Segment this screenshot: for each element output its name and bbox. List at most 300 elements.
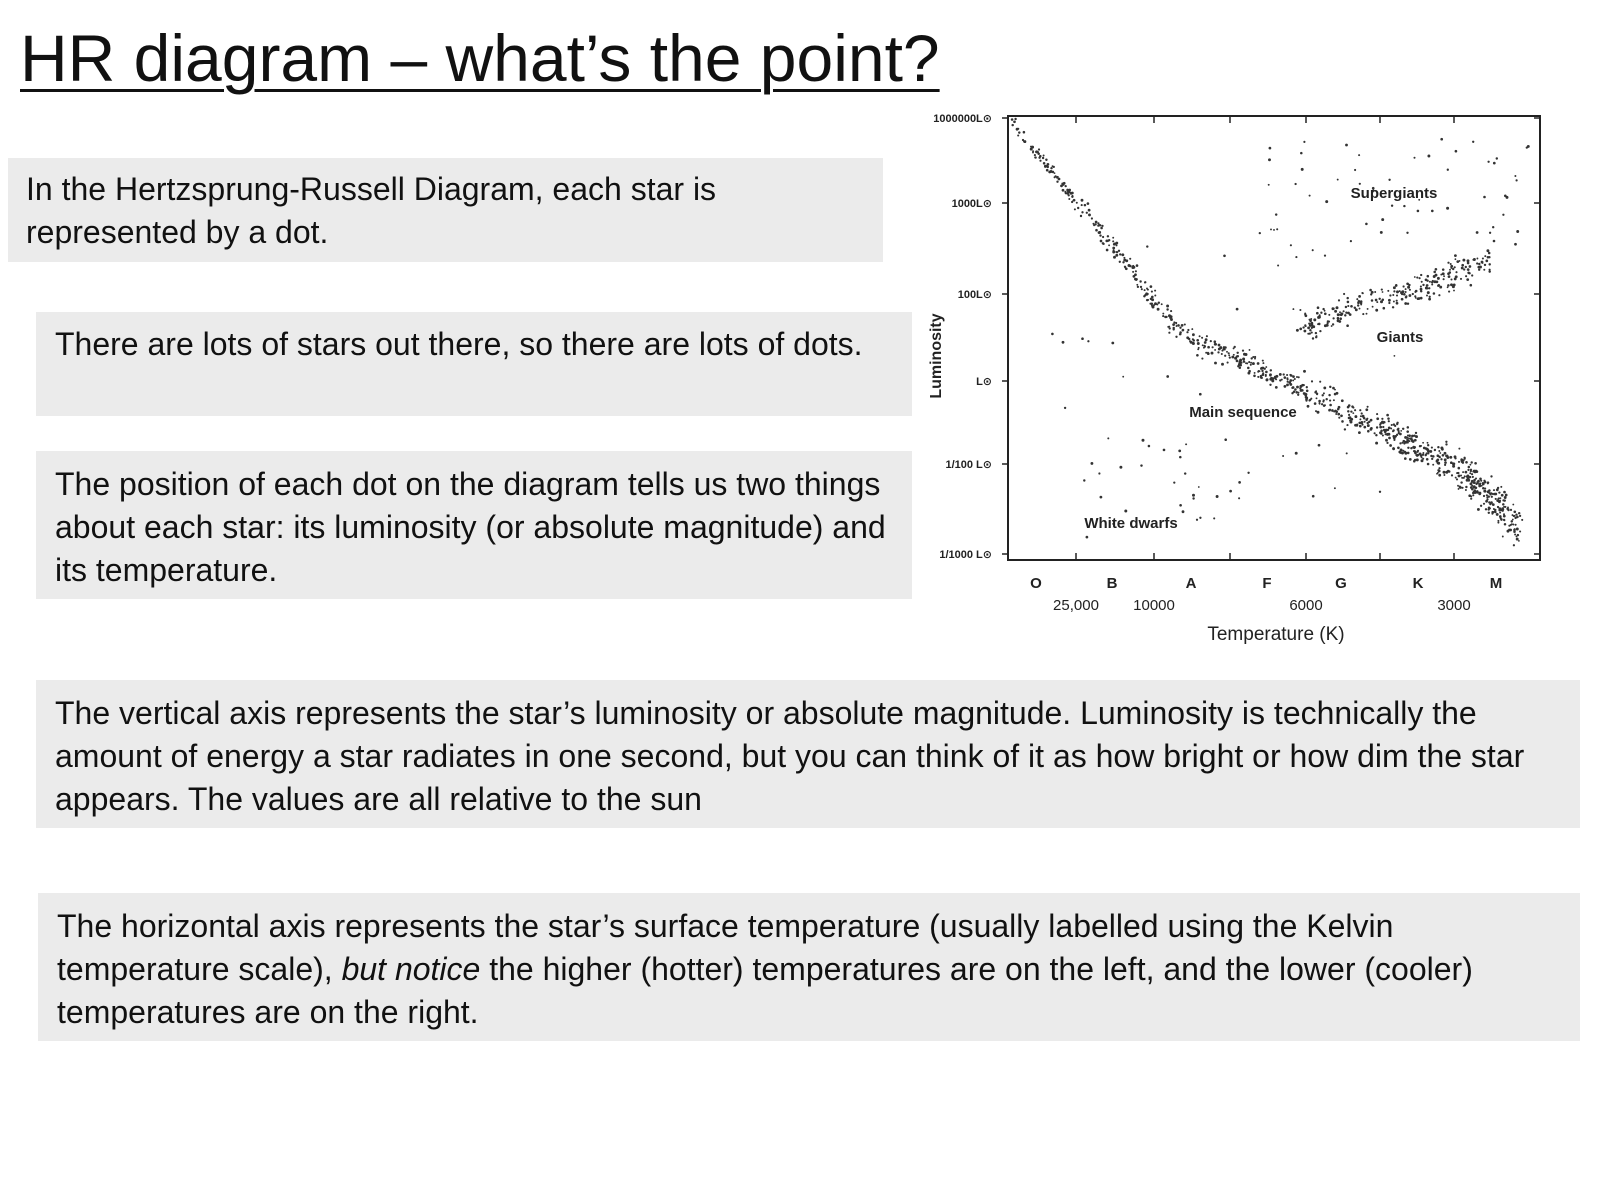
star-dot: [1318, 316, 1321, 319]
star-dot: [1146, 299, 1148, 301]
star-dot: [1066, 192, 1069, 195]
star-dot: [1500, 486, 1502, 488]
star-dot: [1427, 442, 1429, 444]
star-dot: [1412, 293, 1414, 295]
star-dot: [1379, 424, 1381, 426]
star-dot: [1487, 161, 1489, 163]
star-dot: [1151, 291, 1153, 293]
star-dot: [1458, 448, 1460, 450]
star-dot: [1420, 285, 1422, 287]
star-dot: [1483, 196, 1486, 199]
star-dot: [1509, 529, 1512, 532]
star-dot: [1087, 340, 1089, 342]
star-dot: [1488, 252, 1491, 255]
star-dot: [1481, 261, 1484, 264]
star-dot: [1311, 332, 1313, 334]
star-dot: [1358, 431, 1361, 434]
text-box-vertical-axis-text: The vertical axis represents the star’s luminosity or absolute magnitude. Luminosity is technically the amount of energy a star radiates in one second, but you can think of it as how bright or how dim the star appears. The values are all relative to the sun: [55, 695, 1525, 817]
horizontal-axis-text-emphasis: but notice: [341, 951, 481, 987]
star-dot: [1513, 529, 1516, 532]
star-dot: [1148, 445, 1151, 448]
star-dot: [1305, 400, 1307, 402]
star-dot: [1347, 305, 1349, 307]
star-dot: [1462, 259, 1465, 262]
star-dot: [1221, 350, 1223, 352]
star-dot: [1282, 455, 1284, 457]
star-dot: [1161, 303, 1163, 305]
star-dot: [1465, 486, 1467, 488]
star-dot: [1484, 487, 1486, 489]
star-dot: [1465, 489, 1467, 491]
star-dot: [1454, 254, 1457, 257]
star-dot: [1324, 404, 1326, 406]
star-dot: [1294, 183, 1296, 185]
star-dot: [1458, 488, 1460, 490]
star-dot: [1438, 450, 1440, 452]
star-dot: [1343, 310, 1345, 312]
text-box-horizontal-axis-text: [57, 905, 1561, 1034]
star-dot: [1274, 377, 1276, 379]
star-dot: [1422, 454, 1424, 456]
star-dot: [1515, 179, 1517, 181]
star-dot: [1382, 426, 1384, 428]
star-dot: [1462, 471, 1464, 473]
star-dot: [1191, 328, 1193, 330]
star-dot: [1375, 434, 1377, 436]
star-dot: [1320, 312, 1322, 314]
star-dot: [1496, 488, 1499, 491]
x-spectral-class-label: A: [1185, 575, 1197, 592]
star-dot: [1445, 441, 1447, 443]
star-dot: [1179, 327, 1181, 329]
star-dot: [1440, 274, 1442, 276]
star-dot: [1236, 308, 1239, 311]
star-dot: [1502, 510, 1504, 512]
star-dot: [1375, 442, 1378, 445]
star-dot: [1173, 321, 1175, 323]
star-dot: [1460, 278, 1462, 280]
x-spectral-class-label: O: [1030, 575, 1042, 592]
star-dot: [1437, 454, 1440, 457]
star-dot: [1467, 272, 1470, 275]
star-dot: [1502, 499, 1504, 501]
star-dot: [1294, 388, 1297, 391]
star-dot: [1099, 234, 1101, 236]
star-dot: [1450, 265, 1453, 268]
star-dot: [1192, 497, 1194, 499]
star-dot: [1448, 275, 1451, 278]
star-dot: [1442, 454, 1445, 457]
star-dot: [1337, 319, 1340, 322]
star-dot: [1275, 386, 1278, 389]
star-dot: [1068, 189, 1071, 192]
y-tick-label: 1/100 L⊙: [945, 459, 992, 471]
star-dot: [1472, 259, 1474, 261]
star-dot: [1407, 447, 1409, 449]
star-dot: [1123, 259, 1126, 262]
star-dot: [1192, 342, 1195, 345]
star-dot: [1367, 424, 1370, 427]
star-dot: [1427, 449, 1429, 451]
star-dot: [1393, 290, 1395, 292]
star-dot: [1409, 440, 1411, 442]
star-dot: [1346, 452, 1348, 454]
star-dot: [1254, 372, 1256, 374]
star-dot: [1431, 283, 1433, 285]
star-dot: [1356, 423, 1358, 425]
star-dot: [1431, 458, 1433, 460]
star-dot: [1294, 378, 1296, 380]
star-dot: [1499, 515, 1502, 518]
star-dot: [1439, 452, 1441, 454]
star-dot: [1286, 383, 1289, 386]
star-dot: [1207, 352, 1209, 354]
star-dot: [1454, 266, 1456, 268]
star-dot: [1264, 368, 1266, 370]
star-dot: [1179, 504, 1182, 507]
star-dot: [1206, 335, 1208, 337]
star-dot: [1223, 346, 1225, 348]
star-dot: [1388, 179, 1390, 181]
star-dot: [1052, 165, 1054, 167]
star-dot: [1415, 290, 1418, 293]
star-dot: [1370, 428, 1373, 431]
star-dot: [1515, 524, 1517, 526]
star-dot: [1489, 507, 1491, 509]
star-dot: [1515, 513, 1517, 515]
star-dot: [1214, 340, 1217, 343]
star-dot: [1417, 210, 1420, 213]
star-dot: [1344, 428, 1346, 430]
hr-diagram: [928, 108, 1580, 668]
star-dot: [1337, 317, 1340, 320]
star-dot: [1447, 284, 1450, 287]
star-dot: [1471, 461, 1473, 463]
star-dot: [1034, 154, 1036, 156]
star-dot: [1350, 418, 1353, 421]
star-dot: [1438, 284, 1441, 287]
star-dot: [1269, 147, 1272, 150]
star-dot: [1011, 118, 1014, 121]
star-dot: [1262, 373, 1265, 376]
star-dot: [1303, 384, 1305, 386]
star-dot: [1070, 192, 1073, 195]
star-dot: [1347, 301, 1350, 304]
star-dot: [1450, 283, 1453, 286]
star-dot: [1456, 478, 1458, 480]
star-dot: [1421, 281, 1423, 283]
star-dot: [1358, 154, 1360, 156]
star-dot: [1396, 290, 1399, 293]
star-dot: [1170, 310, 1172, 312]
star-dot: [1287, 381, 1289, 383]
star-dot: [1054, 172, 1056, 174]
star-dot: [1444, 452, 1447, 455]
star-dot: [1207, 346, 1210, 349]
star-dot: [1341, 399, 1344, 402]
star-dot: [1231, 356, 1234, 359]
star-dot: [1036, 151, 1039, 154]
star-dot: [1307, 327, 1310, 330]
star-dot: [1081, 211, 1083, 213]
star-dot: [1415, 432, 1417, 434]
star-dot: [1483, 503, 1485, 505]
star-dot: [1321, 403, 1323, 405]
star-dot: [1260, 376, 1263, 379]
star-dot: [1387, 417, 1390, 420]
star-dot: [1472, 492, 1474, 494]
star-dot: [1514, 534, 1516, 536]
star-dot: [1111, 342, 1114, 345]
star-dot: [1365, 408, 1368, 411]
star-dot: [1252, 356, 1254, 358]
star-dot: [1205, 352, 1207, 354]
star-dot: [1382, 422, 1384, 424]
star-dot: [1379, 426, 1382, 429]
star-dot: [1476, 262, 1478, 264]
star-dot: [1354, 169, 1356, 171]
star-dot: [1173, 481, 1175, 483]
star-dot: [1125, 267, 1128, 270]
y-tick-label: 100L⊙: [957, 289, 992, 301]
star-dot: [1459, 260, 1461, 262]
star-dot: [1478, 263, 1480, 265]
star-dot: [1224, 355, 1226, 357]
star-dot: [1307, 333, 1309, 335]
star-dot: [1325, 325, 1327, 327]
star-dot: [1482, 257, 1484, 259]
star-dot: [1084, 204, 1087, 207]
y-tick-label: 1000L⊙: [951, 198, 992, 210]
star-dot: [1444, 464, 1446, 466]
star-dot: [1386, 433, 1388, 435]
star-dot: [1108, 244, 1110, 246]
star-dot: [1355, 308, 1358, 311]
star-dot: [1455, 275, 1458, 278]
star-dot: [1488, 489, 1491, 492]
star-dot: [1339, 311, 1341, 313]
star-dot: [1414, 439, 1417, 442]
star-dot: [1445, 443, 1447, 445]
text-box-dots: [8, 158, 883, 262]
star-dot: [1289, 383, 1292, 386]
star-dot: [1512, 504, 1514, 506]
star-dot: [1092, 223, 1094, 225]
page-title: HR diagram – what’s the point?: [20, 21, 940, 95]
star-dot: [1433, 271, 1436, 274]
star-dot: [1292, 308, 1294, 310]
star-dot: [1461, 264, 1464, 267]
star-dot: [1513, 510, 1516, 513]
star-dot: [1214, 349, 1216, 351]
star-dot: [1163, 449, 1166, 452]
star-dot: [1057, 176, 1059, 178]
star-dot: [1334, 310, 1337, 313]
star-dot: [1333, 399, 1335, 401]
star-dot: [1389, 294, 1391, 296]
star-dot: [1112, 237, 1114, 239]
star-dot: [1205, 339, 1207, 341]
star-dot: [1334, 410, 1337, 413]
star-dot: [1064, 407, 1066, 409]
star-dot: [1426, 284, 1429, 287]
star-dot: [1331, 325, 1333, 327]
star-dot: [1345, 144, 1348, 147]
x-temperature-label: 25,000: [1053, 597, 1099, 614]
text-box-dots-text: In the Hertzsprung-Russell Diagram, each star is represented by a dot.: [26, 171, 717, 250]
star-dot: [1461, 459, 1463, 461]
star-dot: [1319, 402, 1321, 404]
star-dot: [1392, 447, 1394, 449]
star-dot: [1296, 376, 1298, 378]
star-dot: [1401, 442, 1403, 444]
star-dot: [1297, 394, 1299, 396]
star-dot: [1426, 295, 1428, 297]
star-dot: [1050, 170, 1053, 173]
star-dot: [1043, 155, 1045, 157]
star-dot: [1332, 387, 1335, 390]
star-dot: [1488, 492, 1490, 494]
star-dot: [1270, 369, 1272, 371]
star-dot: [1475, 487, 1478, 490]
star-dot: [1196, 354, 1199, 357]
star-dot: [1223, 254, 1226, 257]
star-dot: [1398, 432, 1400, 434]
star-dot: [1360, 415, 1362, 417]
star-dot: [1410, 437, 1413, 440]
star-dot: [1392, 306, 1394, 308]
star-dot: [1345, 312, 1347, 314]
star-dot: [1366, 422, 1368, 424]
star-dot: [1309, 195, 1311, 197]
text-box-vertical-axis: [36, 680, 1580, 828]
star-dot: [1046, 169, 1049, 172]
star-dot: [1467, 268, 1470, 271]
star-dot: [1140, 286, 1142, 288]
star-dot: [1400, 430, 1402, 432]
star-dot: [1496, 157, 1498, 159]
star-dot: [1505, 494, 1508, 497]
star-dot: [1468, 466, 1471, 469]
star-dot: [1157, 308, 1160, 311]
star-dot: [1022, 139, 1024, 141]
star-dot: [1286, 377, 1288, 379]
star-dot: [1095, 221, 1098, 224]
star-dot: [1478, 269, 1480, 271]
star-dot: [1257, 362, 1260, 365]
x-temperature-label: 6000: [1289, 597, 1323, 614]
star-dot: [1475, 470, 1478, 473]
star-dot: [1250, 364, 1252, 366]
star-dot: [1496, 499, 1499, 502]
star-dot: [1290, 374, 1293, 377]
star-dot: [1487, 256, 1490, 259]
star-dot: [1013, 120, 1016, 123]
star-dot: [1484, 255, 1486, 257]
star-dot: [1099, 231, 1102, 234]
star-dot: [1296, 386, 1299, 389]
star-dot: [1335, 413, 1337, 415]
star-dot: [1527, 145, 1530, 148]
star-dot: [1259, 232, 1261, 234]
star-dot: [1238, 497, 1240, 499]
star-dot: [1186, 336, 1189, 339]
star-dot: [1499, 512, 1501, 514]
star-dot: [1248, 370, 1251, 373]
star-dot: [1072, 195, 1074, 197]
star-dot: [1453, 290, 1455, 292]
star-dot: [1491, 511, 1494, 514]
star-dot: [1447, 262, 1449, 264]
star-dot: [1277, 264, 1279, 266]
star-dot: [1301, 389, 1304, 392]
star-dot: [1457, 472, 1459, 474]
star-dot: [1467, 469, 1469, 471]
star-dot: [1400, 448, 1403, 451]
star-dot: [1354, 409, 1356, 411]
star-dot: [1306, 390, 1309, 393]
star-dot: [1431, 210, 1434, 213]
star-dot: [1181, 324, 1184, 327]
star-dot: [1039, 155, 1042, 158]
star-dot: [1449, 269, 1451, 271]
star-dot: [1243, 353, 1246, 356]
star-dot: [1204, 341, 1207, 344]
star-dot: [1221, 363, 1224, 366]
star-dot: [1316, 397, 1318, 399]
star-dot: [1164, 316, 1166, 318]
star-dot: [1387, 290, 1389, 292]
star-dot: [1428, 298, 1431, 301]
star-dot: [1488, 263, 1490, 265]
star-dot: [1494, 511, 1496, 513]
star-dot: [1146, 245, 1148, 247]
star-dot: [1122, 376, 1124, 378]
star-dot: [1399, 290, 1401, 292]
star-dot: [1374, 432, 1376, 434]
star-dot: [1016, 128, 1018, 130]
star-dot: [1132, 271, 1134, 273]
star-dot: [1521, 519, 1523, 521]
star-dot: [1488, 512, 1490, 514]
star-dot: [1412, 440, 1415, 443]
star-dot: [1246, 362, 1248, 364]
star-dot: [1273, 229, 1275, 231]
star-dot: [1381, 418, 1383, 420]
star-dot: [1447, 272, 1450, 275]
star-dot: [1162, 313, 1164, 315]
star-dot: [1393, 355, 1395, 357]
star-dot: [1347, 410, 1349, 412]
star-dot: [1472, 141, 1474, 143]
star-dot: [1118, 250, 1120, 252]
star-dot: [1375, 309, 1378, 312]
star-dot: [1502, 536, 1504, 538]
star-dot: [1416, 277, 1418, 279]
star-dot: [1365, 418, 1368, 421]
star-dot: [1465, 275, 1467, 277]
star-dot: [1262, 362, 1264, 364]
star-dot: [1438, 467, 1440, 469]
star-dot: [1166, 375, 1169, 378]
star-dot: [1405, 291, 1407, 293]
star-dot: [1434, 449, 1436, 451]
star-dot: [1039, 160, 1041, 162]
x-temperature-label: 3000: [1437, 597, 1471, 614]
star-dot: [1088, 209, 1091, 212]
star-dot: [1218, 344, 1221, 347]
star-dot: [1038, 148, 1040, 150]
